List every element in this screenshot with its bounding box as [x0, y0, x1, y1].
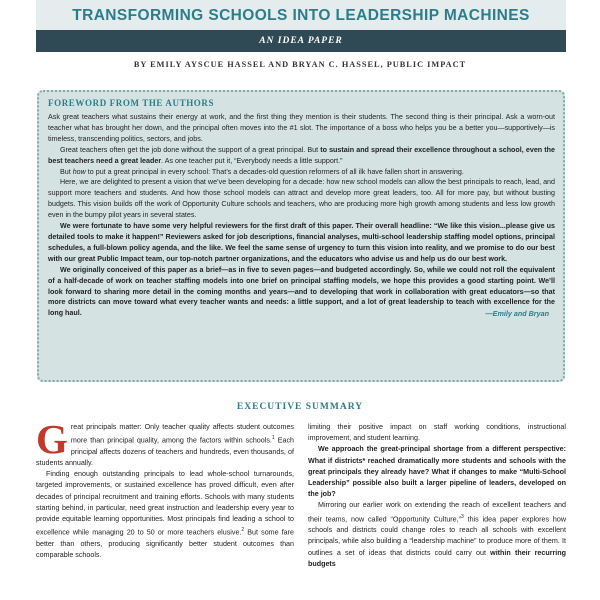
title-band [36, 0, 566, 30]
summary-paragraph [308, 444, 566, 500]
drop-cap: G [36, 416, 68, 462]
text-run: . As one teacher put it, “Everybody needs a little support.” [161, 156, 343, 165]
bold-text: We approach the great-principal shortage from a different perspective: What if districts* reached dramatically more students and schools with the great principals they already have? What if changes to make “Multi-School Leadership” possible also built a larger pipeline of leaders, developed on the job? [308, 445, 566, 499]
foreword-paragraph: We originally conceived of this paper as a brief—as in five to seven pages—and budgeted accordingly. So, while we could not roll the equivalent of a half-decade of work on teacher staffing models into one brief on principal staffing models, we hope this provides a good starting point. We’ll look forward to sharing more detail in the coming months and years—and to developing that work in collaboration with great educators—so that more districts can move toward what every teacher wants and needs: a little support, and a lot of great leadership to teach with excellence for the long haul. [48, 265, 555, 318]
summary-paragraph [36, 416, 294, 469]
foreword-heading: FOREWORD FROM THE AUTHORS [48, 98, 215, 108]
text-run: Finding enough outstanding principals to lead whole-school turnarounds, targeted improvements, or sustained excellence has proved difficult, even after decades of principal recruitment and training efforts. Schools with many students starting behind, in particular, need great instruction and leadership every year to provide equitable learning opportunities. Most principals find leading a school to excellence while managing 20 to 50 or more teachers elusive. [36, 470, 294, 537]
subtitle-band [36, 30, 566, 52]
right-column [308, 422, 566, 570]
text-run: Each principal affects dozens of teachers and hundreds, even thousands, of students annually. [36, 436, 294, 467]
text-run: But [60, 167, 73, 176]
foreword-paragraph: We were fortunate to have some very helpful reviewers for the first draft of this paper. Their overall headline: “We like this vision...please give us detailed tools to make it happen!” Reviewers asked for job descriptions, financial analyses, multi-school leadership staffing model options, principal schedules, a full-blown policy agenda, and the like. We feel the same sense of urgency to turn this vision into reality, and we promise to do our best with our great Public Impact team, our top-notch partner organizations, and the educators who advise us and help us do our best work. [48, 222, 555, 263]
foreword-box [37, 90, 565, 382]
text-run: Great teachers often get the job done without the support of a great principal. But [60, 145, 321, 154]
foreword-signature: —Emily and Bryan [485, 309, 549, 319]
text-run: reat principals matter: Only teacher quality affects student outcomes more than principal quality, among the factors within schools. [70, 423, 294, 445]
document-subtitle: AN IDEA PAPER [259, 36, 343, 46]
left-column [36, 416, 294, 561]
footnote-marker: 1 [271, 435, 275, 442]
foreword-paragraph: Ask great teachers what sustains their energy at work, and the first thing they mention is their students. The second thing is their principal. Ask a worn-out teacher what has brought her down, and the principal often moves into the #1 slot. The importance of a boss who helps you be a better you—supportively—is timeless, transcending politics, sectors, and jobs. [48, 113, 555, 143]
foreword-paragraph [48, 167, 555, 178]
summary-paragraph [308, 500, 566, 570]
document-title: TRANSFORMING SCHOOLS INTO LEADERSHIP MACHINES [72, 7, 530, 24]
text-run: Mirroring our earlier work on extending the reach of excellent teachers and their teams, now called “Opportunity Culture,” [308, 501, 566, 523]
bold-text: to sustain and spread their excellence throughout a school, even the best teachers need a great leader [48, 145, 555, 165]
text-run: But some fare better than others, producing significantly better student outcomes than comparable schools. [36, 528, 294, 559]
foreword-paragraph [48, 145, 555, 167]
text-run: to put a great principal in every school: That’s a decades-old question reformers of all ilk have fallen short in answering. [85, 167, 464, 176]
footnote-marker: 3 [461, 513, 464, 520]
footnote-marker: 2 [241, 527, 245, 534]
bold-text: within their recurring budgets [308, 548, 566, 568]
foreword-text [48, 112, 555, 319]
summary-paragraph [36, 469, 294, 561]
text-run: this idea paper explores how schools and districts could change roles to reach all schools with excellent principals, while also building a “leadership machine” to produce more of them. It outlines a set of ideas that districts could carry out [308, 515, 566, 557]
summary-paragraph: limiting their positive impact on staff working conditions, instructional improvement, and student learning. [308, 423, 566, 443]
italic-text: how [72, 167, 86, 176]
foreword-paragraph: Here, we are delighted to present a vision that we’ve been developing for a decade: how new school models can allow the best principals to reach, lead, and support more teachers and students. And how those school models can attract and develop more great leaders, too. All for more pay, but without busting budgets. This vision builds off the work of Opportunity Culture schools and teachers, who are producing more high growth among students and less low growth even in the bumpy pilot years in several states. [48, 178, 555, 220]
executive-summary-heading: EXECUTIVE SUMMARY [236, 402, 364, 412]
byline: BY EMILY AYSCUE HASSEL AND BRYAN C. HASSEL, PUBLIC IMPACT [133, 60, 467, 69]
